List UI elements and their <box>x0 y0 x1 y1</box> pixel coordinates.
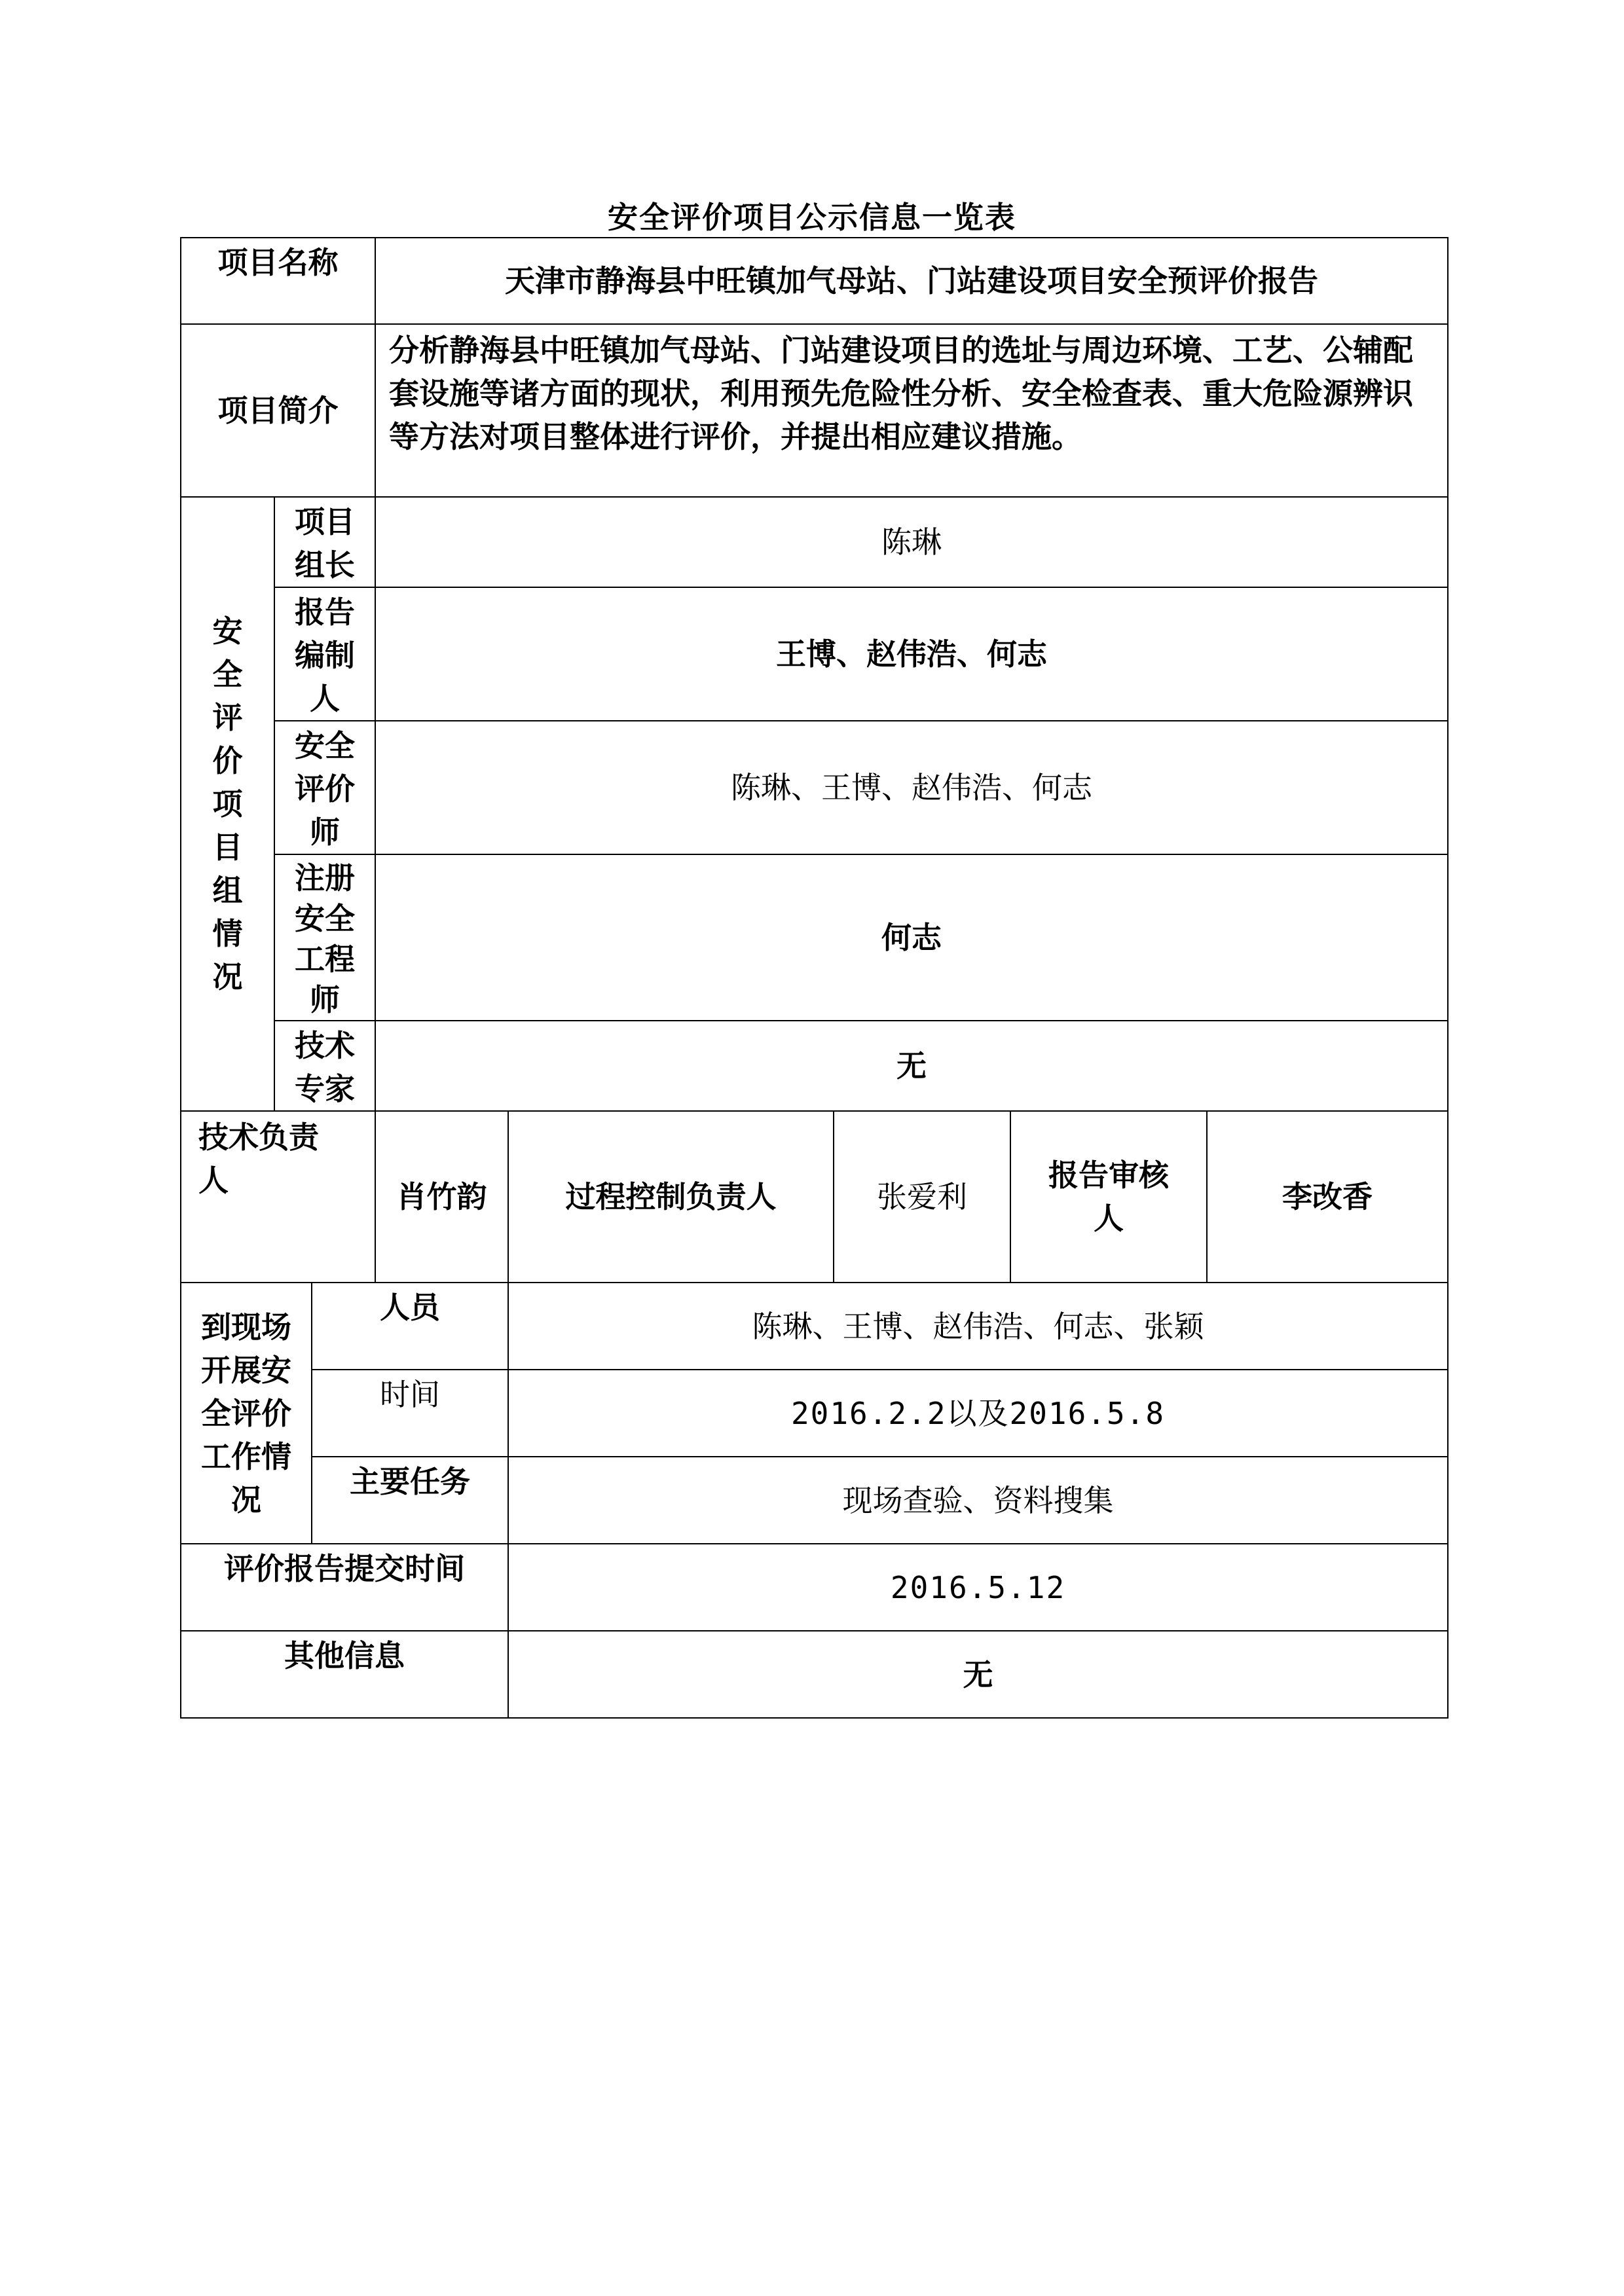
table-row-team-engineer <box>181 854 1448 1021</box>
submit-time-value: 2016.5.12 <box>508 1544 1448 1631</box>
onsite-task-value: 现场查验、资料搜集 <box>508 1457 1448 1544</box>
table-row-team-compiler <box>181 587 1448 721</box>
team-engineer-value: 何志 <box>375 854 1448 1021</box>
table-row-onsite-time <box>181 1370 1448 1457</box>
table-row-team-leader <box>181 497 1448 587</box>
team-compiler-label: 报告编制人 <box>274 587 375 721</box>
onsite-task-label: 主要任务 <box>312 1457 508 1544</box>
tech-lead-value: 肖竹韵 <box>375 1111 508 1283</box>
onsite-time-value: 2016.2.2以及2016.5.8 <box>508 1370 1448 1457</box>
document-title: 安全评价项目公示信息一览表 <box>608 200 1016 235</box>
table-row-responsibility <box>181 1111 1448 1283</box>
project-name-value: 天津市静海县中旺镇加气母站、门站建设项目安全预评价报告 <box>375 238 1448 324</box>
process-lead-label: 过程控制负责人 <box>508 1111 834 1283</box>
table-row-onsite-task <box>181 1457 1448 1544</box>
review-lead-value: 李改香 <box>1207 1111 1448 1283</box>
other-info-value: 无 <box>508 1631 1448 1718</box>
team-evaluator-value: 陈琳、王博、赵伟浩、何志 <box>375 721 1448 854</box>
onsite-group-label: 到现场开展安全评价工作情况 <box>181 1283 312 1544</box>
table-row-project-name <box>181 238 1448 324</box>
team-expert-value: 无 <box>375 1021 1448 1111</box>
table-row-team-evaluator <box>181 721 1448 854</box>
team-leader-value: 陈琳 <box>375 497 1448 587</box>
other-info-label: 其他信息 <box>181 1631 508 1718</box>
review-lead-label: 报告审核人 <box>1010 1111 1207 1283</box>
team-leader-label: 项目组长 <box>274 497 375 587</box>
onsite-staff-value: 陈琳、王博、赵伟浩、何志、张颖 <box>508 1283 1448 1370</box>
process-lead-value: 张爱利 <box>834 1111 1010 1283</box>
table-row-other-info <box>181 1631 1448 1718</box>
project-name-label: 项目名称 <box>181 238 375 324</box>
team-compiler-value: 王博、赵伟浩、何志 <box>375 587 1448 721</box>
table-row-project-summary <box>181 324 1448 497</box>
team-evaluator-label: 安全评价师 <box>274 721 375 854</box>
project-summary-label: 项目简介 <box>181 324 375 497</box>
tech-lead-label: 技术负责人 <box>181 1111 375 1283</box>
onsite-staff-label: 人员 <box>312 1283 508 1370</box>
team-expert-label: 技术专家 <box>274 1021 375 1111</box>
table-row-team-expert <box>181 1021 1448 1111</box>
team-group-label <box>181 497 274 1111</box>
onsite-time-label: 时间 <box>312 1370 508 1457</box>
team-engineer-label: 注册安全工程师 <box>274 854 375 1021</box>
project-summary-value: 分析静海县中旺镇加气母站、门站建设项目的选址与周边环境、工艺、公辅配套设施等诸方面的现状，利用预先危险性分析、安全检查表、重大危险源辨识等方法对项目整体进行评价，并提出相应建议措施。 <box>375 324 1448 497</box>
info-table <box>180 237 1449 1719</box>
submit-time-label: 评价报告提交时间 <box>181 1544 508 1631</box>
table-row-onsite-staff <box>181 1283 1448 1370</box>
team-group-label-text: 安全评价项目组情况 <box>212 613 243 994</box>
table-row-submit-time <box>181 1544 1448 1631</box>
